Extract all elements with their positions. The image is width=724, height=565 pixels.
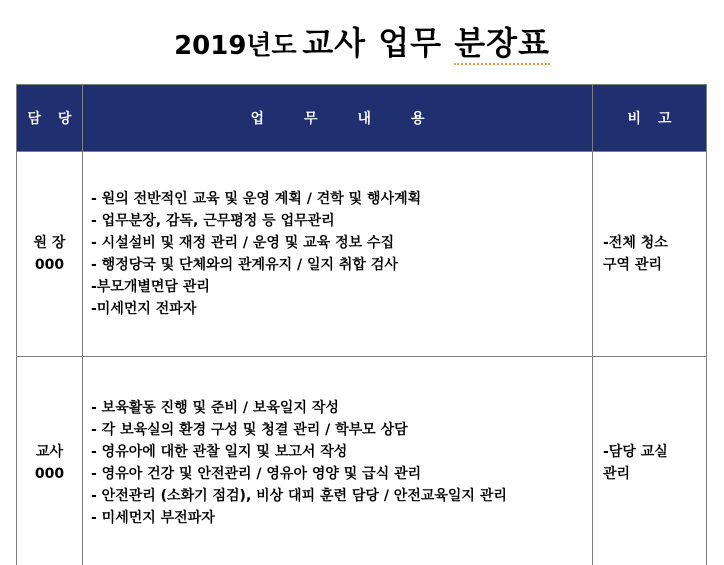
- duty-line: - 각 보육실의 환경 구성 및 청결 관리 / 학부모 상담: [91, 422, 408, 438]
- role-title: 원 장: [33, 235, 66, 251]
- duty-line: - 영유아에 대한 관찰 일지 및 보고서 작성: [91, 444, 348, 460]
- duty-table: [16, 84, 707, 565]
- note-line: -전체 청소: [603, 235, 668, 251]
- duty-line: - 업무분장, 감독, 근무평정 등 업무관리: [91, 213, 335, 229]
- role-cell: [17, 357, 83, 565]
- duty-line: - 시설설비 및 재정 관리 / 운영 및 교육 정보 수집: [91, 235, 395, 251]
- duties-cell: [83, 152, 593, 357]
- role-person: 000: [34, 466, 65, 482]
- note-cell: [593, 357, 707, 565]
- duty-line: - 원의 전반적인 교육 및 운영 계획 / 견학 및 행사계획: [91, 191, 422, 207]
- duty-line: - 영유아 건강 및 안전관리 / 영유아 영양 및 급식 관리: [91, 466, 422, 482]
- duty-line: - 행정당국 및 단체와의 관계유지 / 일지 취합 검사: [91, 257, 398, 273]
- header-role: 담 당: [17, 85, 83, 152]
- note-cell: [593, 152, 707, 357]
- title-year: 2019년도: [174, 31, 297, 61]
- duties-cell: [83, 357, 593, 565]
- note-line: -담당 교실: [603, 444, 668, 460]
- role-title: 교사: [35, 444, 64, 460]
- title-main: [302, 24, 550, 65]
- note-line: 구역 관리: [603, 257, 662, 273]
- page-title: [0, 18, 724, 74]
- duty-line: -부모개별면담 관리: [91, 279, 210, 295]
- note-line: 관리: [603, 466, 631, 482]
- duty-line: - 안전관리 (소화기 점검), 비상 대피 훈련 담당 / 안전교육일지 관리: [91, 488, 507, 504]
- table-row: [17, 357, 707, 565]
- table-header-row: [17, 85, 707, 152]
- duty-line: -미세먼지 전파자: [91, 301, 197, 317]
- title-main-suffix: 분장표: [454, 24, 550, 65]
- table-row: [17, 152, 707, 357]
- duty-line: - 미세먼지 부전파자: [91, 510, 215, 526]
- header-note: 비 고: [593, 85, 707, 152]
- role-person: 000: [34, 257, 65, 273]
- header-duties: 업무내용: [83, 85, 593, 152]
- duty-line: - 보육활동 진행 및 준비 / 보육일지 작성: [91, 400, 339, 416]
- role-cell: [17, 152, 83, 357]
- title-main-prefix: 교사 업무: [302, 24, 455, 62]
